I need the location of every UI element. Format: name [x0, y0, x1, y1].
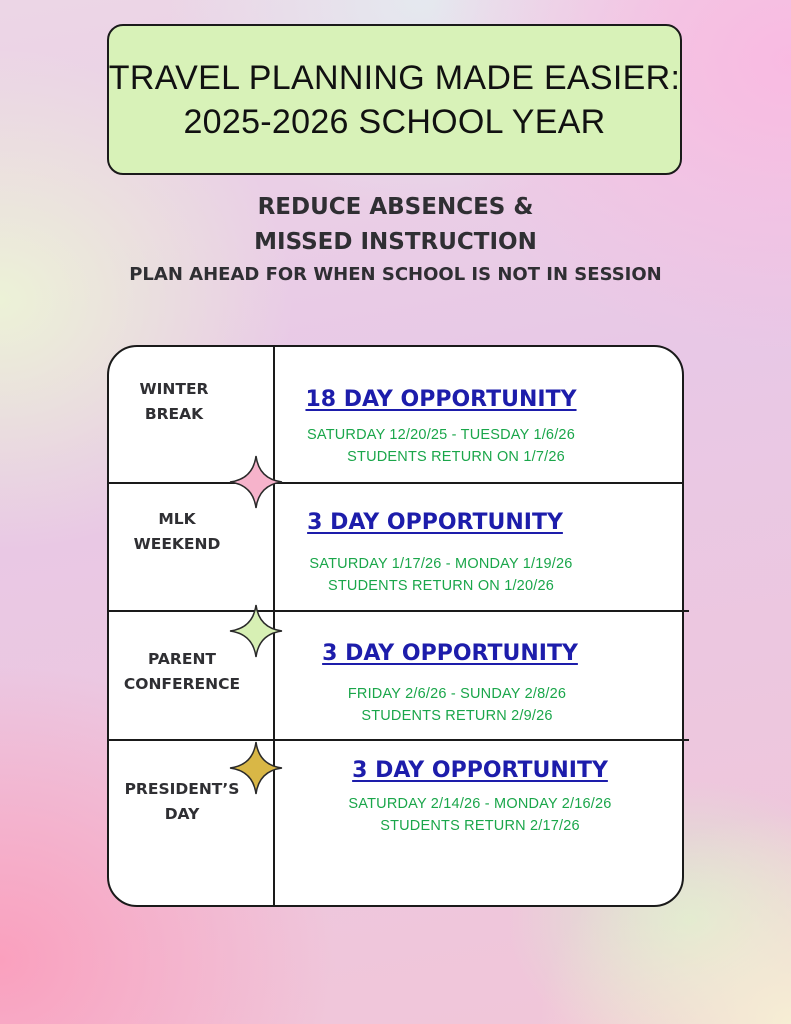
presidents-day-return: STUDENTS RETURN 2/17/26 — [380, 818, 580, 834]
parent-conference-return: STUDENTS RETURN 2/9/26 — [361, 708, 553, 724]
presidents-day-opportunity: 3 DAY OPPORTUNITY — [352, 758, 608, 783]
subheading-line-1: REDUCE ABSENCES & — [257, 194, 534, 220]
row-label-winter-break: WINTER BREAK — [139, 380, 209, 423]
table-row-divider — [107, 739, 689, 741]
row-label-presidents-day: PRESIDENT’S DAY — [124, 780, 240, 823]
title-banner — [107, 24, 682, 175]
sparkle-icon — [228, 740, 284, 796]
winter-break-dates: SATURDAY 12/20/25 - TUESDAY 1/6/26 — [307, 427, 575, 443]
sparkle-icon — [228, 603, 284, 659]
parent-conference-opportunity: 3 DAY OPPORTUNITY — [322, 641, 578, 666]
table-row-divider — [107, 482, 684, 484]
winter-break-return: STUDENTS RETURN ON 1/7/26 — [347, 449, 565, 465]
page-title-line-1: TRAVEL PLANNING MADE EASIER: — [108, 58, 681, 97]
mlk-weekend-opportunity: 3 DAY OPPORTUNITY — [307, 510, 563, 535]
row-label-mlk-weekend: MLK WEEKEND — [133, 510, 221, 553]
winter-break-opportunity: 18 DAY OPPORTUNITY — [305, 387, 577, 412]
subheading-line-2: MISSED INSTRUCTION — [254, 229, 537, 255]
row-label-parent-conference: PARENT CONFERENCE — [123, 650, 241, 693]
page-title-line-2: 2025-2026 SCHOOL YEAR — [183, 102, 606, 141]
subheading-line-3: PLAN AHEAD FOR WHEN SCHOOL IS NOT IN SESSION — [129, 264, 662, 285]
sparkle-icon — [228, 454, 284, 510]
parent-conference-dates: FRIDAY 2/6/26 - SUNDAY 2/8/26 — [347, 686, 567, 702]
presidents-day-dates: SATURDAY 2/14/26 - MONDAY 2/16/26 — [348, 796, 612, 812]
table-row-divider — [107, 610, 689, 612]
mlk-weekend-return: STUDENTS RETURN ON 1/20/26 — [328, 578, 554, 594]
mlk-weekend-dates: SATURDAY 1/17/26 - MONDAY 1/19/26 — [309, 556, 573, 572]
